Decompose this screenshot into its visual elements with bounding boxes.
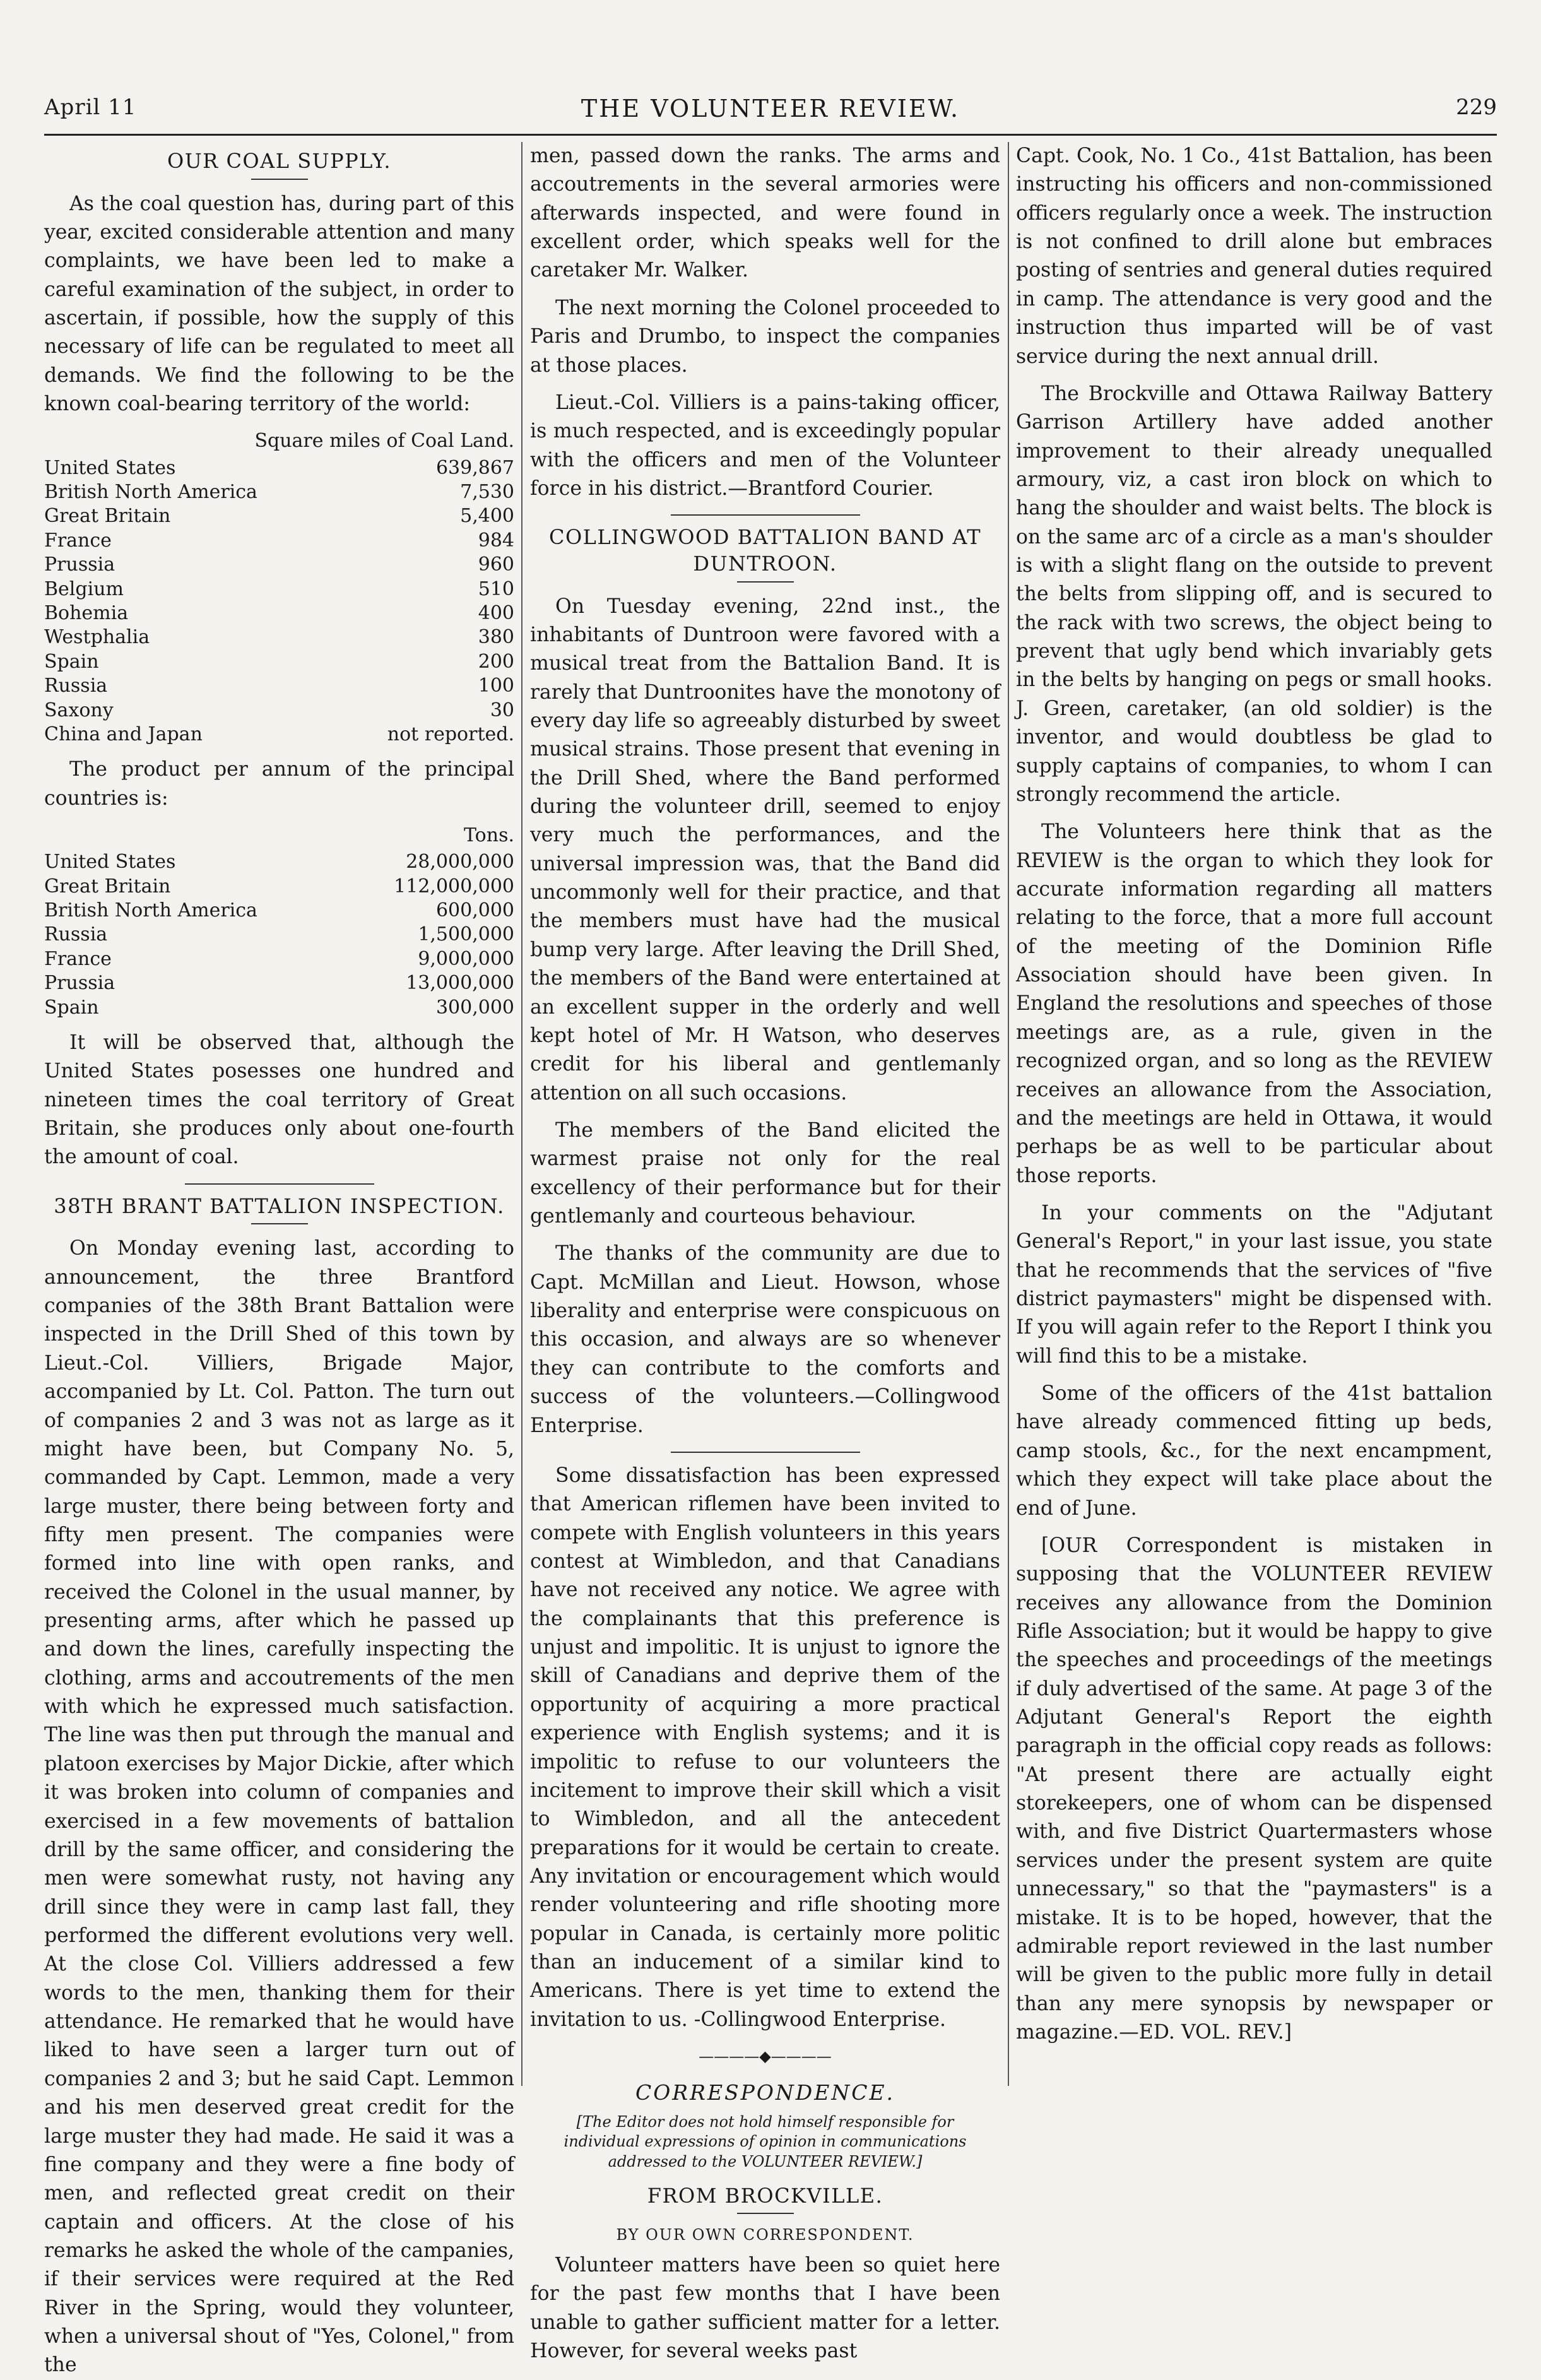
column-divider [1008,142,1009,2086]
paragraph: Volunteer matters have been so quiet here for the past few months that I have been unable to gather sufficient matter for a letter. However, for several weeks past [530,2253,1000,2362]
value-cell: 300,000 [435,996,514,1019]
value-cell: 510 [478,577,514,600]
table-header: Tons. [464,824,514,847]
paragraph: Capt. Cook, No. 1 Co., 41st Battalion, has been instructing his officers and non-commissioned officers regularly once a week. The instruction is not confined to drill alone but embraces posting of sentries and general duties required in camp. The attendance is very good and the instruction thus imparted will be of vast service during the next annual drill. [1016,145,1492,368]
country-cell: Belgium [44,577,124,600]
table-row [44,674,514,698]
article-heading: OUR COAL SUPPLY. [167,149,392,173]
country-cell: British North America [44,899,257,922]
paragraph: men, passed down the ranks. The arms and accoutrements in the several armories were afterwards inspected, and were found in excellent order, which speaks well for the caretaker Mr. Walker. [530,145,1000,282]
byline: BY OUR OWN CORRESPONDENT. [616,2226,914,2244]
value-cell: 380 [478,626,514,649]
country-cell: Great Britain [44,505,171,528]
paragraph: As the coal question has, during part of this year, excited considerable attention and many complaints, we have been led to make a careful examination of the subject, in order to ascertain, if possible, how the supply of this necessary of life can be regulated to meet all demands. We find the following to be the known coal-bearing territory of the world: [44,192,514,416]
table-row [44,456,514,480]
page-number: 229 [1456,95,1497,120]
paragraph: In your comments on the "Adjutant General's Report," in your last issue, you state that he recommends that the services of "five district paymasters" might be dispensed with. If you will again refer to the Report I think you will find this to be a mistake. [1016,1201,1492,1368]
editor-disclaimer: [The Editor does not hold himself responsible for individual expressions of opinion in communications addressed to the VOLUNTEER REVIEW.] [564,2113,967,2170]
country-cell: Spain [44,996,99,1019]
country-cell: Prussia [44,972,115,995]
ornament-rule: ————◆———— [699,2047,832,2066]
country-cell: Russia [44,923,108,946]
table-row [44,923,514,947]
table-row [44,650,514,674]
paragraph: It will be observed that, although the United States posesses one hundred and nineteen times the coal territory of Great Britain, she produces only about one-fourth the amount of coal. [44,1031,514,1169]
table-row [44,875,514,899]
paragraph: The thanks of the community are due to Capt. McMillan and Lieut. Howson, whose liberality and enterprise were conspicuous on this occasion, and always are so whenever they can contribute to the comforts and success of the volunteers.—Collingwood Enterprise. [530,1242,1000,1437]
paragraph: Lieut.-Col. Villiers is a pains-taking officer, is much respected, and is exceedingly popular with the officers and men of the Volunteer force in his district.—Brantford Courier. [530,391,1000,500]
paragraph: [OUR Correspondent is mistaken in supposing that the VOLUNTEER REVIEW receives any allowance from the Dominion Rifle Association; but it would be happy to give the speeches and proceedings of the meetings if duly advertised of the same. At page 3 of the Adjutant General's Report the eighth paragraph in the official copy reads as follows: "At present there are actually eight storekeepers, one of whom can be dispensed with, and five District Quartermasters whose services under the present system are quite unnecessary," so that the "paymasters" is a mistake. It is to be hoped, however, that the admirable report reviewed in the last number will be given to the public more fully in detail than any mere synopsis by newspaper or magazine.—ED. VOL. REV.] [1016,1534,1492,2044]
paragraph: The members of the Band elicited the warmest praise not only for the real excellency of their performance but for their gentlemanly and courteous behaviour. [530,1118,1000,1228]
table-row [44,996,514,1020]
table-row [44,480,514,504]
article-heading: COLLINGWOOD BATTALION BAND AT DUNTROON. [548,525,982,576]
masthead [44,95,1497,139]
column-2 [530,142,1000,2362]
section-heading: CORRESPONDENCE. [635,2080,895,2105]
paragraph: On Monday evening last, according to announcement, the three Brantford companies of the 38th Brant Battalion were inspected in the Drill Shed of this town by Lieut.-Col. Villiers, Brigade Major, accompanied by Lt. Col. Patton. The turn out of companies 2 and 3 was not as large as it might have been, but Company No. 5, commanded by Capt. Lemmon, made a very large muster, there being between forty and fifty men present. The companies were formed into line with open ranks, and received the Colonel in the usual manner, by presenting arms, after which he passed up and down the lines, carefully inspecting the clothing, arms and accoutrements of the men with which he expressed much satisfaction. The line was then put through the manual and platoon exercises by Major Dickie, after which it was broken into column of companies and exercised in a few movements of battalion drill by the same officer, and considering the men were somewhat rusty, not having any drill since they were in camp last fall, they performed the different evolutions very well. At the close Col. Villiers addressed a few words to the men, thanking them for their attendance. He remarked that he would have liked to have seen a larger turn out of companies 2 and 3; but he said Capt. Lemmon and his men deserved great credit for the large muster they had made. He said it was a fine company and they were a fine body of men, and reflected great credit on their captain and officers. At the close of his remarks he asked the whole of the campanies, if their services were required at the Red River in the Spring, would they volunteer, when a universal shout of "Yes, Colonel," from the [44,1237,514,2377]
coal-production-table [44,850,514,1020]
table-row [44,850,514,874]
heading-rule [251,179,308,180]
country-cell: France [44,947,112,970]
country-cell: Saxony [44,699,114,721]
value-cell: 1,500,000 [418,923,514,946]
value-cell: 5,400 [460,505,514,528]
value-cell: 960 [478,554,514,576]
country-cell: Prussia [44,554,115,576]
article-separator [671,1452,860,1453]
country-cell: United States [44,851,176,873]
coal-area-table [44,456,514,747]
article-separator [185,1183,374,1185]
value-cell: 30 [490,699,514,721]
heading-rule [737,581,794,583]
paragraph: Some of the officers of the 41st battalion have already commenced fitting up beds, camp stools, &c., for the next encampment, which they expect will take place about the end of June. [1016,1382,1492,1520]
value-cell: not reported. [387,723,514,745]
country-cell: Westphalia [44,626,150,649]
column-3 [1016,142,1492,2099]
paragraph: The product per annum of the principal countries is: [44,758,514,810]
value-cell: 984 [478,529,514,552]
paragraph: The Brockville and Ottawa Railway Battery Garrison Artillery have added another improvement to their already unequalled armoury, viz, a cast iron block on which to hang the shoulder and waist belts. The block is on the same arc of a circle as a man's shoulder is with a slight flang on the outside to prevent the belts from slipping off, and is secured to the rack with two screws, the object being to prevent that ugly bend which invariably gets in the belts by hanging on pegs or small hooks. J. Green, caretaker, (an old soldier) is the inventor, and would doubtless be glad to supply captains of companies, to whom I can strongly recommend the article. [1016,382,1492,806]
table-row [44,577,514,601]
table-row [44,504,514,528]
column-divider [521,142,523,2086]
masthead-rule [44,134,1497,136]
table-row [44,899,514,923]
article-heading: 38TH BRANT BATTALION INSPECTION. [54,1193,505,1218]
publication-title: THE VOLUNTEER REVIEW. [581,95,960,122]
value-cell: 28,000,000 [406,851,514,873]
article-heading: FROM BROCKVILLE. [647,2183,883,2208]
table-row [44,947,514,971]
value-cell: 600,000 [435,899,514,922]
value-cell: 7,530 [460,481,514,504]
heading-rule [251,1223,308,1224]
value-cell: 112,000,000 [394,875,514,897]
table-row [44,971,514,995]
value-cell: 100 [478,675,514,697]
paragraph: The next morning the Colonel proceeded to Paris and Drumbo, to inspect the companies at those places. [530,296,1000,377]
country-cell: Russia [44,675,108,697]
column-1 [44,142,514,2377]
value-cell: 400 [478,602,514,624]
value-cell: 200 [478,650,514,673]
table-header: Square miles of Coal Land. [254,430,514,453]
country-cell: France [44,529,112,552]
country-cell: China and Japan [44,723,203,745]
heading-rule [737,2213,794,2214]
table-row [44,601,514,625]
table-row [44,529,514,553]
table-row [44,723,514,747]
country-cell: Bohemia [44,602,129,624]
value-cell: 639,867 [435,456,514,479]
article-separator [671,514,860,516]
table-row [44,699,514,723]
paragraph: Some dissatisfaction has been expressed that American riflemen have been invited to compete with English volunteers in this years contest at Wimbledon, and that Canadians have not received any notice. We agree with the complainants that this preference is unjust and impolitic. It is unjust to ignore the skill of Canadians and deprive them of the opportunity of acquiring a more practical experience with English systems; and it is impolitic to refuse to our volunteers the incitement to improve their skill which a visit to Wimbledon, and all the antecedent preparations for it would be certain to create. Any invitation or encouragement which would render volunteering and rifle shooting more popular in Canada, is certainly more politic than an inducement of a similar kind to Americans. There is yet time to extend the invitation to us. -Collingwood Enterprise. [530,1464,1000,2031]
country-cell: United States [44,456,176,479]
country-cell: Great Britain [44,875,171,897]
country-cell: Spain [44,650,99,673]
paragraph: On Tuesday evening, 22nd inst., the inhabitants of Duntroon were favored with a musical treat from the Battalion Band. It is rarely that Duntroonites have the monotony of every day life so agreeably disturbed by sweet musical strains. Those present that evening in the Drill Shed, where the Band performed during the volunteer drill, seemed to enjoy very much the performances, and the universal impression was, that the Band did uncommonly well for their practice, and that the members must have had the musical bump very large. After leaving the Drill Shed, the members of the Band were entertained at an excellent supper in the orderly and well kept hotel of Mr. H Watson, who deserves credit for his liberal and gentlemanly attention on all such occasions. [530,595,1000,1104]
issue-date: April 11 [44,95,137,120]
table-row [44,553,514,577]
table-row [44,625,514,649]
value-cell: 9,000,000 [418,947,514,970]
value-cell: 13,000,000 [406,972,514,995]
country-cell: British North America [44,481,257,504]
paragraph: The Volunteers here think that as the REVIEW is the organ to which they look for accurate information regarding all matters relating to the force, that a more full account of the meeting of the Dominion Rifle Association should have been given. In England the resolutions and speeches of those meetings are, as a rule, given in the recognized organ, and so long as the REVIEW receives an allowance from the Association, and the meetings are held in Ottawa, it would perhaps be as well to be particular about those reports. [1016,820,1492,1187]
